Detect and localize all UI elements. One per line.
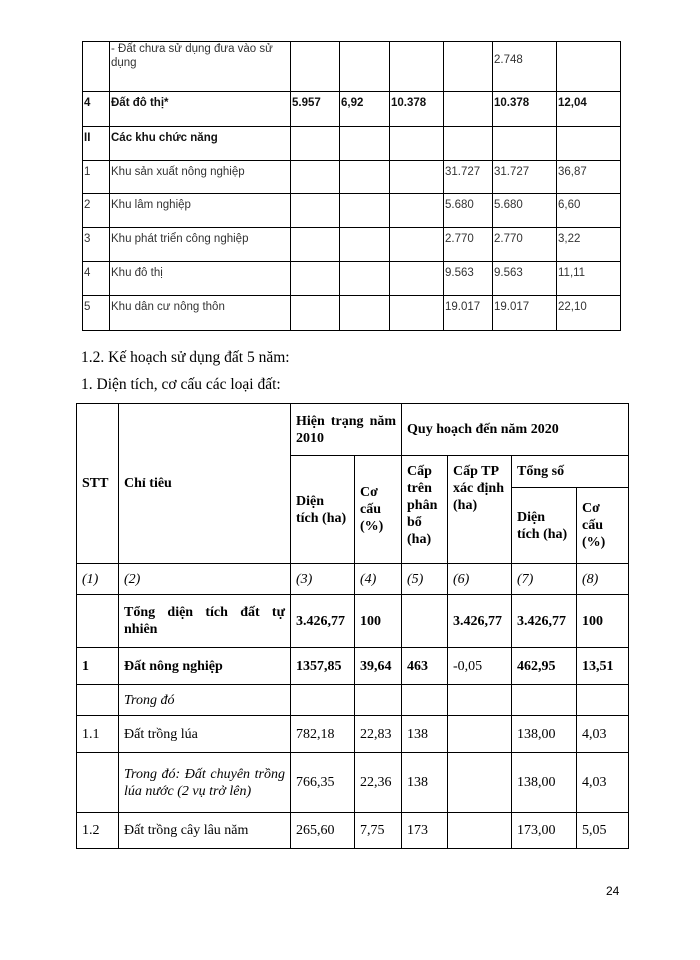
value-cell: 766,35 <box>291 753 355 813</box>
index-cell: (8) <box>577 564 629 595</box>
table-row <box>77 595 629 648</box>
table-row <box>77 813 629 849</box>
stt-cell <box>77 595 119 648</box>
value-cell <box>512 685 577 716</box>
value-cell: 31.727 <box>493 161 557 194</box>
indicator-cell: Đất trồng cây lâu năm <box>119 813 291 849</box>
value-cell <box>444 92 493 127</box>
table-row <box>83 194 621 228</box>
indicator-cell: Khu lâm nghiệp <box>110 194 291 228</box>
value-cell: 3.426,77 <box>291 595 355 648</box>
index-cell: (1) <box>77 564 119 595</box>
value-cell <box>291 127 340 161</box>
value-cell: 138 <box>402 716 448 753</box>
index-cell: (4) <box>355 564 402 595</box>
page-number: 24 <box>606 884 620 898</box>
value-cell <box>390 127 444 161</box>
value-cell <box>340 262 390 296</box>
value-cell: 265,60 <box>291 813 355 849</box>
stt-cell: 5 <box>83 296 110 331</box>
value-cell: 7,75 <box>355 813 402 849</box>
value-cell: 2.770 <box>444 228 493 262</box>
header-indicator: Chỉ tiêu <box>119 404 291 564</box>
value-cell: 1357,85 <box>291 648 355 685</box>
index-cell: (3) <box>291 564 355 595</box>
value-cell <box>444 127 493 161</box>
indicator-cell: Tổng diện tích đất tự nhiên <box>119 595 291 648</box>
value-cell <box>340 42 390 92</box>
value-cell: 138,00 <box>512 716 577 753</box>
value-cell: 9.563 <box>444 262 493 296</box>
indicator-cell: Đất đô thị* <box>110 92 291 127</box>
value-cell: 5.680 <box>493 194 557 228</box>
value-cell <box>291 296 340 331</box>
value-cell <box>390 296 444 331</box>
value-cell <box>340 194 390 228</box>
value-cell: 462,95 <box>512 648 577 685</box>
header-stt: STT <box>77 404 119 564</box>
value-cell <box>291 161 340 194</box>
value-cell <box>390 42 444 92</box>
index-cell: (6) <box>448 564 512 595</box>
value-cell: 12,04 <box>557 92 621 127</box>
value-cell <box>355 685 402 716</box>
value-cell <box>340 296 390 331</box>
indicator-cell: Khu sản xuất nông nghiệp <box>110 161 291 194</box>
indicator-cell: Khu dân cư nông thôn <box>110 296 291 331</box>
table-row <box>77 648 629 685</box>
table-row <box>77 716 629 753</box>
value-cell: 3,22 <box>557 228 621 262</box>
value-cell: 3.426,77 <box>512 595 577 648</box>
land-area-structure-table <box>76 403 629 849</box>
header-current: Hiện trạng năm 2010 <box>291 404 402 456</box>
indicator-cell: - Đất chưa sử dụng đưa vào sử dụng <box>110 42 291 92</box>
value-cell <box>340 127 390 161</box>
indicator-cell: Đất nông nghiệp <box>119 648 291 685</box>
value-cell: 36,87 <box>557 161 621 194</box>
header-total-area: Diện tích (ha) <box>512 488 577 564</box>
header-allocated: Cấp trên phân bổ (ha) <box>402 456 448 564</box>
stt-cell <box>77 753 119 813</box>
value-cell <box>448 716 512 753</box>
index-cell: (2) <box>119 564 291 595</box>
value-cell: 19.017 <box>444 296 493 331</box>
index-cell: (5) <box>402 564 448 595</box>
header-row <box>77 404 629 456</box>
stt-cell <box>83 42 110 92</box>
table-row <box>83 92 621 127</box>
value-cell: 2.748 <box>493 42 557 92</box>
value-cell: -0,05 <box>448 648 512 685</box>
value-cell: 6,60 <box>557 194 621 228</box>
value-cell <box>340 161 390 194</box>
stt-cell: 3 <box>83 228 110 262</box>
value-cell: 19.017 <box>493 296 557 331</box>
header-total-structure: Cơ cấu (%) <box>577 488 629 564</box>
header-city-defined: Cấp TP xác định (ha) <box>448 456 512 564</box>
indicator-cell: Khu phát triển công nghiệp <box>110 228 291 262</box>
table-row <box>83 127 621 161</box>
value-cell <box>448 813 512 849</box>
table-row <box>77 685 629 716</box>
stt-cell <box>77 685 119 716</box>
value-cell: 4,03 <box>577 716 629 753</box>
value-cell: 100 <box>577 595 629 648</box>
table-row <box>83 42 621 92</box>
value-cell: 39,64 <box>355 648 402 685</box>
value-cell: 463 <box>402 648 448 685</box>
land-use-table-continued <box>82 41 621 331</box>
value-cell <box>402 685 448 716</box>
value-cell <box>557 42 621 92</box>
value-cell <box>577 685 629 716</box>
value-cell <box>291 228 340 262</box>
value-cell <box>390 262 444 296</box>
index-row <box>77 564 629 595</box>
stt-cell: 4 <box>83 262 110 296</box>
value-cell <box>390 194 444 228</box>
indicator-cell: Khu đô thị <box>110 262 291 296</box>
table-row <box>83 228 621 262</box>
header-total: Tổng số <box>512 456 629 488</box>
value-cell: 138,00 <box>512 753 577 813</box>
value-cell <box>493 127 557 161</box>
value-cell: 22,10 <box>557 296 621 331</box>
table-row <box>83 161 621 194</box>
value-cell <box>444 42 493 92</box>
indicator-cell: Trong đó <box>119 685 291 716</box>
table-row <box>83 262 621 296</box>
indicator-cell: Các khu chức năng <box>110 127 291 161</box>
indicator-cell: Trong đó: Đất chuyên trồng lúa nước (2 vụ trở lên) <box>119 753 291 813</box>
value-cell: 173,00 <box>512 813 577 849</box>
header-planning: Quy hoạch đến năm 2020 <box>402 404 629 456</box>
stt-cell: 1 <box>83 161 110 194</box>
value-cell: 11,11 <box>557 262 621 296</box>
table-row <box>77 753 629 813</box>
value-cell <box>291 685 355 716</box>
value-cell <box>291 42 340 92</box>
value-cell: 22,36 <box>355 753 402 813</box>
value-cell <box>557 127 621 161</box>
value-cell: 10.378 <box>493 92 557 127</box>
stt-cell: 4 <box>83 92 110 127</box>
value-cell <box>291 194 340 228</box>
value-cell: 100 <box>355 595 402 648</box>
value-cell: 9.563 <box>493 262 557 296</box>
value-cell: 138 <box>402 753 448 813</box>
value-cell: 6,92 <box>340 92 390 127</box>
value-cell <box>402 595 448 648</box>
value-cell: 22,83 <box>355 716 402 753</box>
stt-cell: 2 <box>83 194 110 228</box>
value-cell: 10.378 <box>390 92 444 127</box>
value-cell: 31.727 <box>444 161 493 194</box>
value-cell <box>448 753 512 813</box>
value-cell: 5.957 <box>291 92 340 127</box>
value-cell: 2.770 <box>493 228 557 262</box>
stt-cell: II <box>83 127 110 161</box>
stt-cell: 1.1 <box>77 716 119 753</box>
section-heading-area: 1. Diện tích, cơ cấu các loại đất: <box>81 376 281 393</box>
value-cell: 5.680 <box>444 194 493 228</box>
value-cell <box>390 228 444 262</box>
stt-cell: 1 <box>77 648 119 685</box>
table-row <box>83 296 621 331</box>
value-cell <box>340 228 390 262</box>
value-cell: 3.426,77 <box>448 595 512 648</box>
section-heading-plan: 1.2. Kế hoạch sử dụng đất 5 năm: <box>81 349 290 366</box>
header-area-ha: Diện tích (ha) <box>291 456 355 564</box>
value-cell <box>291 262 340 296</box>
value-cell <box>448 685 512 716</box>
value-cell: 5,05 <box>577 813 629 849</box>
value-cell: 782,18 <box>291 716 355 753</box>
index-cell: (7) <box>512 564 577 595</box>
value-cell: 4,03 <box>577 753 629 813</box>
header-structure-pct: Cơ cấu (%) <box>355 456 402 564</box>
indicator-cell: Đất trồng lúa <box>119 716 291 753</box>
value-cell: 173 <box>402 813 448 849</box>
value-cell: 13,51 <box>577 648 629 685</box>
stt-cell: 1.2 <box>77 813 119 849</box>
value-cell <box>390 161 444 194</box>
